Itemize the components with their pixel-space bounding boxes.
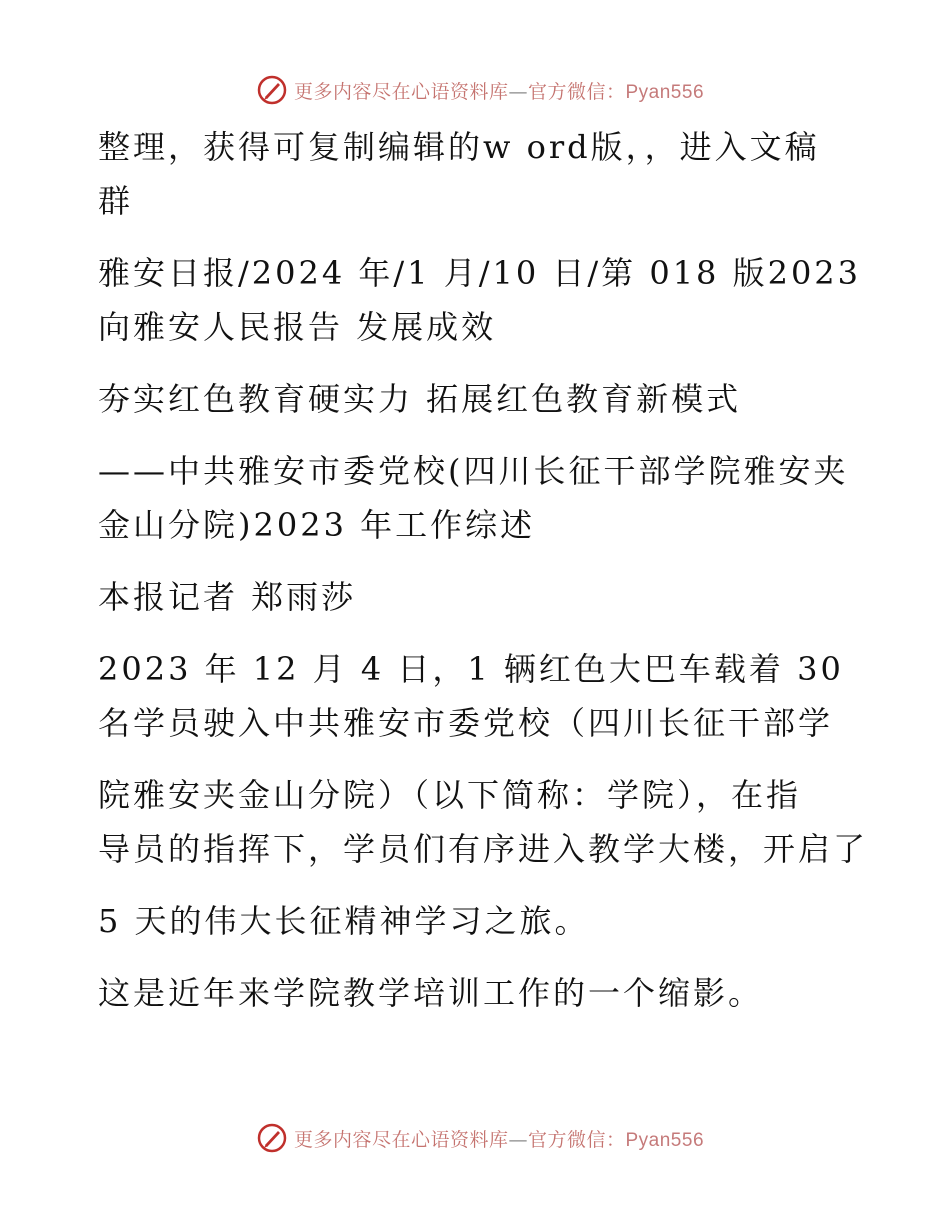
paragraph — [98, 642, 858, 750]
text-line: 5 天的伟大长征精神学习之旅。 — [98, 902, 590, 940]
text-line: 导员的指挥下，学员们有序进入教学大楼，开启了 — [98, 830, 869, 868]
document-body — [98, 120, 869, 1038]
text-line: 名学员驶入中共雅安市委党校（四川长征干部学 — [98, 704, 834, 742]
watermark-handle: Pyan556 — [625, 1129, 705, 1151]
text-line: 群 — [98, 182, 134, 220]
watermark-separator: — — [508, 80, 528, 103]
header-watermark — [0, 70, 950, 110]
text-line: ——中共雅安市委党校(四川长征干部学院雅安夹 — [98, 452, 849, 490]
watermark-main: 更多内容尽在心语资料库 — [293, 1128, 509, 1151]
paragraph — [98, 966, 858, 1020]
text-line: 向雅安人民报告 发展成效 — [98, 308, 497, 346]
watermark-text — [294, 1125, 704, 1152]
text-line: 院雅安夹金山分院）（以下简称：学院），在指 — [98, 776, 802, 814]
text-line: 整理，获得可复制编辑的w ord版，，进入文稿 — [98, 128, 820, 166]
text-line: 本报记者 郑雨莎 — [98, 578, 357, 616]
quill-logo-icon — [256, 74, 288, 106]
paragraph — [98, 444, 858, 552]
text-line: 2023 年 12 月 4 日，1 辆红色大巴车载着 30 — [98, 650, 844, 688]
paragraph — [98, 372, 858, 426]
paragraph — [98, 120, 858, 228]
paragraph — [98, 246, 862, 354]
paragraph — [98, 570, 858, 624]
text-line: 金山分院)2023 年工作综述 — [98, 506, 536, 544]
watermark-text — [294, 77, 704, 104]
quill-logo-icon — [256, 1122, 288, 1154]
watermark-tail: 官方微信： — [527, 80, 626, 103]
text-line: 夯实红色教育硬实力 拓展红色教育新模式 — [98, 380, 742, 418]
paragraph — [98, 894, 858, 948]
watermark-tail: 官方微信： — [527, 1128, 626, 1151]
text-line: 这是近年来学院教学培训工作的一个缩影。 — [98, 974, 764, 1012]
paragraph — [98, 768, 869, 876]
footer-watermark — [0, 1118, 950, 1158]
watermark-handle: Pyan556 — [625, 81, 705, 103]
watermark-separator: — — [508, 1128, 528, 1151]
watermark-main: 更多内容尽在心语资料库 — [293, 80, 509, 103]
text-line: 雅安日报/2024 年/1 月/10 日/第 018 版2023 — [98, 254, 862, 292]
